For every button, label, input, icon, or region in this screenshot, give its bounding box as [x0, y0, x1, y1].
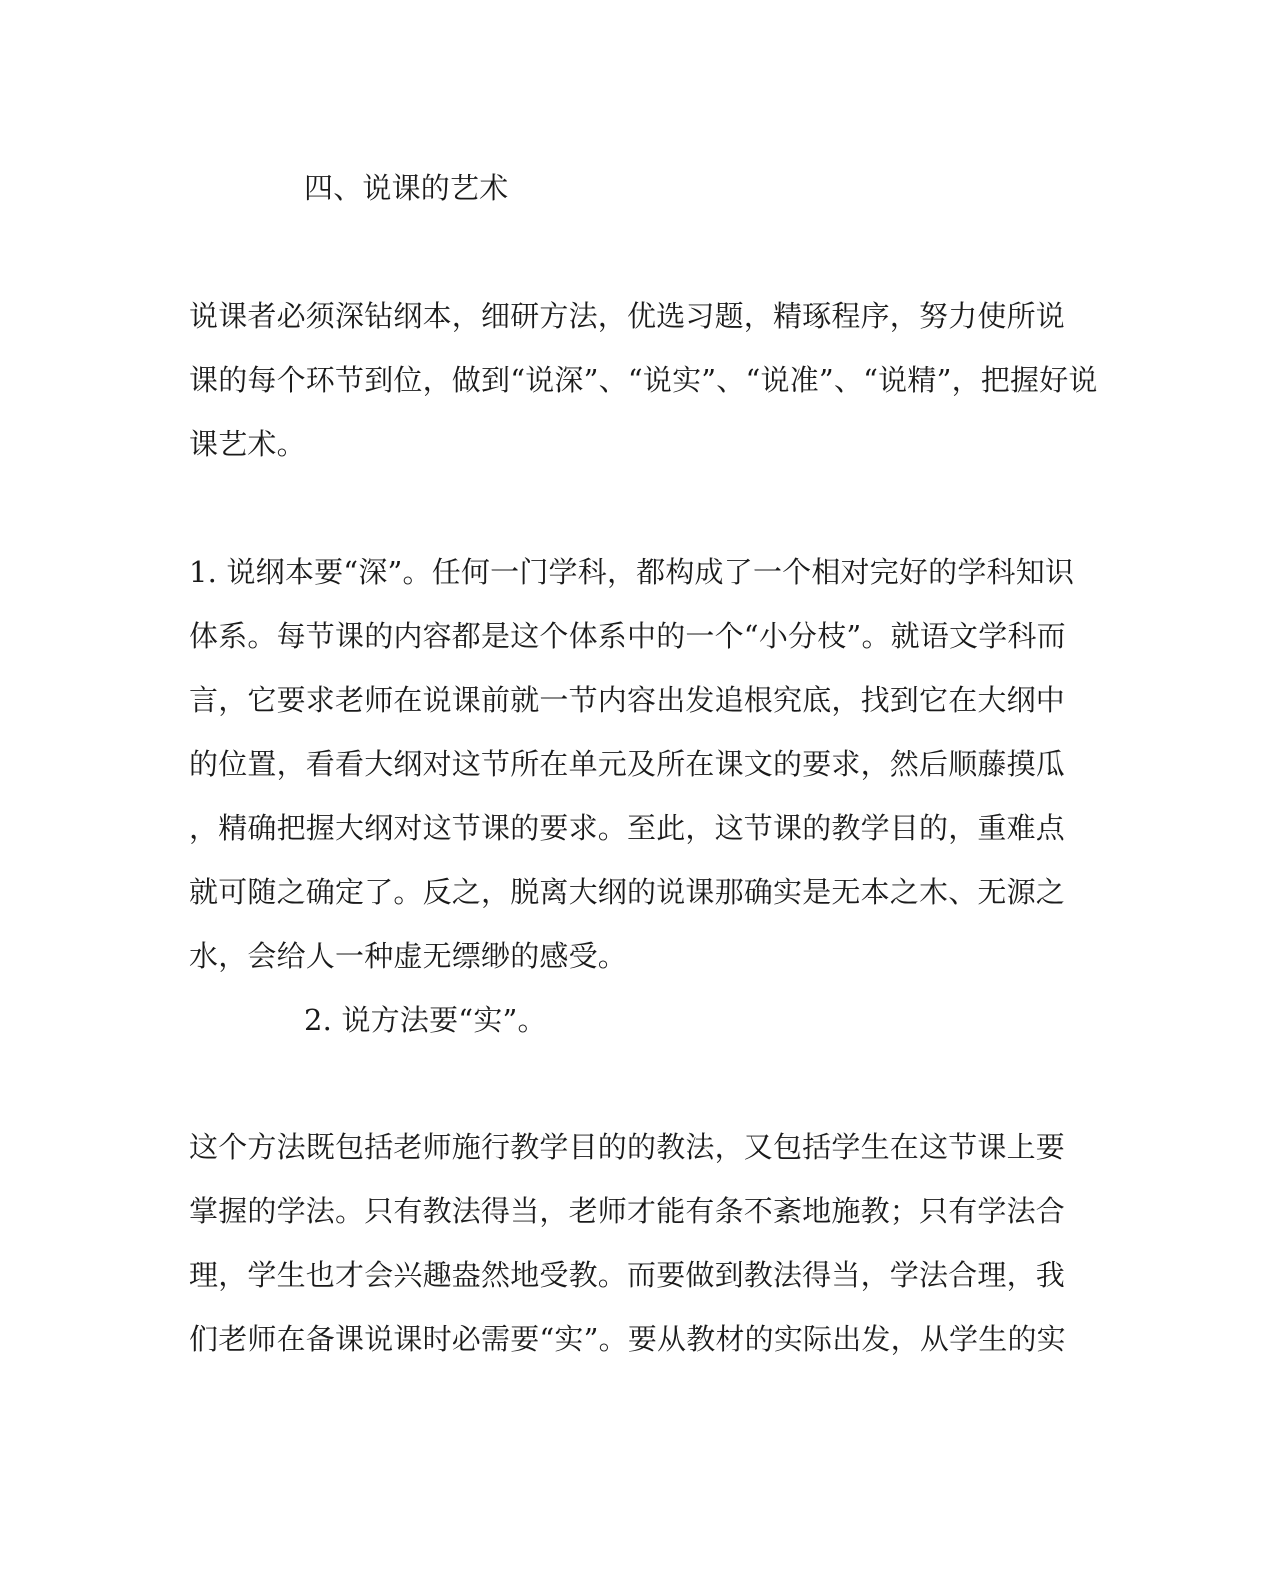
paragraph-line: 的位置，看看大纲对这节所在单元及所在课文的要求，然后顺藤摸瓜: [189, 747, 1066, 781]
paragraph-line: 课艺术。: [189, 427, 306, 461]
paragraph-line: 水，会给人一种虚无缥缈的感受。: [189, 939, 628, 973]
point2-heading: 2. 说方法要“实”。: [304, 1003, 547, 1037]
paragraph-line: 就可随之确定了。反之，脱离大纲的说课那确实是无本之木、无源之: [189, 875, 1066, 909]
paragraph-line: 1. 说纲本要“深”。任何一门学科，都构成了一个相对完好的学科知识: [189, 555, 1075, 589]
paragraph-line: 理，学生也才会兴趣盎然地受教。而要做到教法得当，学法合理，我: [189, 1258, 1066, 1292]
paragraph-line: 体系。每节课的内容都是这个体系中的一个“小分枝”。就语文学科而: [189, 619, 1066, 653]
paragraph-line: 课的每个环节到位，做到“说深”、“说实”、“说准”、“说精”，把握好说: [189, 363, 1098, 397]
paragraph-line: 说课者必须深钻纲本，细研方法，优选习题，精琢程序，努力使所说: [189, 299, 1066, 333]
section-heading: 四、说课的艺术: [304, 171, 509, 205]
paragraph-line: 们老师在备课说课时必需要“实”。要从教材的实际出发，从学生的实: [189, 1322, 1066, 1356]
paragraph-line: ，精确把握大纲对这节课的要求。至此，这节课的教学目的，重难点: [189, 811, 1066, 845]
paragraph-line: 掌握的学法。只有教法得当，老师才能有条不紊地施教；只有学法合: [189, 1194, 1066, 1228]
paragraph-line: 言，它要求老师在说课前就一节内容出发追根究底，找到它在大纲中: [189, 683, 1066, 717]
paragraph-line: 这个方法既包括老师施行教学目的的教法，又包括学生在这节课上要: [189, 1130, 1066, 1164]
